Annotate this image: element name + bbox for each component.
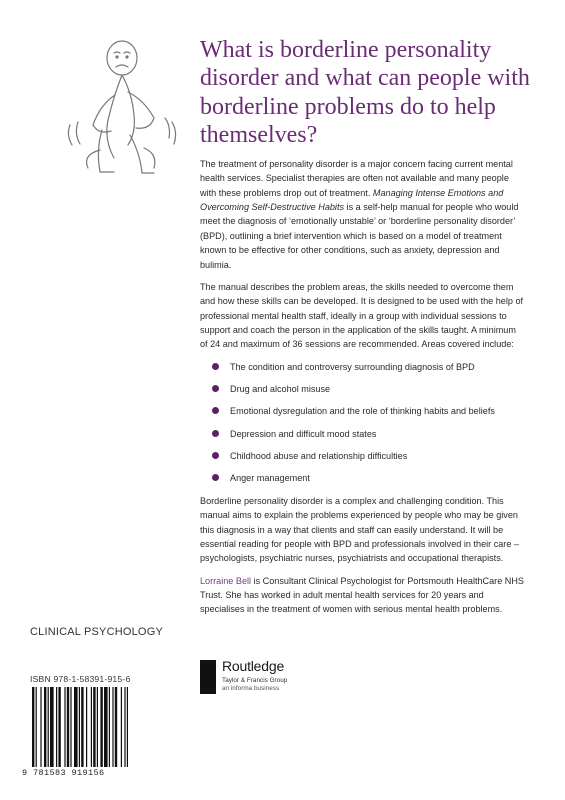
manual-paragraph: The manual describes the problem areas, the skills needed to overcome them and how these skills can be developed. It is designed to be used with the help of professional mental health staff, ideally in a group with individual sessions to support and coach the person in the application of the skills taught. A minimum of 24 and maximum of 36 sessions are recommended. Areas covered include: — [200, 281, 524, 350]
list-item: The condition and controversy surrounding diagnosis of BPD — [212, 360, 525, 374]
condition-paragraph: Borderline personality disorder is a complex and challenging condition. This manual aims to explain the problems experienced by people who may be given this diagnosis in a way that clients and staff can easily understand. It will be essential reading for people with BPD and professionals involved in their care – psychologists, psychiatric nurses, psychiatrists and occupational therapists. — [200, 495, 519, 564]
barcode-number: 9 781583 919156 — [22, 768, 105, 778]
subject-category: CLINICAL PSYCHOLOGY — [30, 626, 163, 638]
worried-figure-illustration — [60, 30, 190, 180]
publisher-name: Routledge — [222, 658, 285, 674]
description — [200, 157, 525, 625]
author-paragraph — [200, 574, 525, 617]
isbn: ISBN 978-1-58391-915-6 — [30, 674, 131, 684]
list-item: Emotional dysregulation and the role of thinking habits and beliefs — [212, 404, 525, 418]
intro-paragraph — [200, 157, 525, 272]
author-name: Lorraine Bell — [200, 575, 252, 586]
publisher-tagline: an informa business — [222, 685, 280, 692]
author-bio: is Consultant Clinical Psychologist for Portsmouth HealthCare NHS Trust. She has worked in adult mental health services for 20 years and specialises in the treatment of women with serious mental health problems. — [200, 575, 524, 615]
list-item: Anger management — [212, 471, 525, 485]
intro-text: The treatment of personality disorder is a major concern facing current mental health services. Specialist therapies are often not available and many people with these problems drop out of treatment. — [200, 159, 513, 198]
areas-list — [200, 360, 525, 486]
intro-text-continued: is a self-help manual for people who would meet the diagnosis of ‘emotionally unstable’ or ‘borderline personality disorder’ (BPD), outlining a brief intervention which is based on a model of treatment known to be effective for other conditions, such as anxiety, depression and bulimia. — [200, 202, 519, 270]
publisher-logo — [200, 658, 360, 698]
publisher-group: Taylor & Francis Group — [222, 677, 288, 684]
book-title: Managing Intense Emotions and Overcoming Self-Destructive Habits — [200, 187, 504, 213]
barcode — [30, 687, 170, 767]
list-item: Depression and difficult mood states — [212, 427, 525, 441]
routledge-emblem-icon — [200, 660, 216, 694]
headline: What is borderline personality disorder and what can people with borderline problems do to help themselves? — [200, 37, 530, 148]
list-item: Drug and alcohol misuse — [212, 382, 525, 396]
list-item: Childhood abuse and relationship difficulties — [212, 449, 525, 463]
